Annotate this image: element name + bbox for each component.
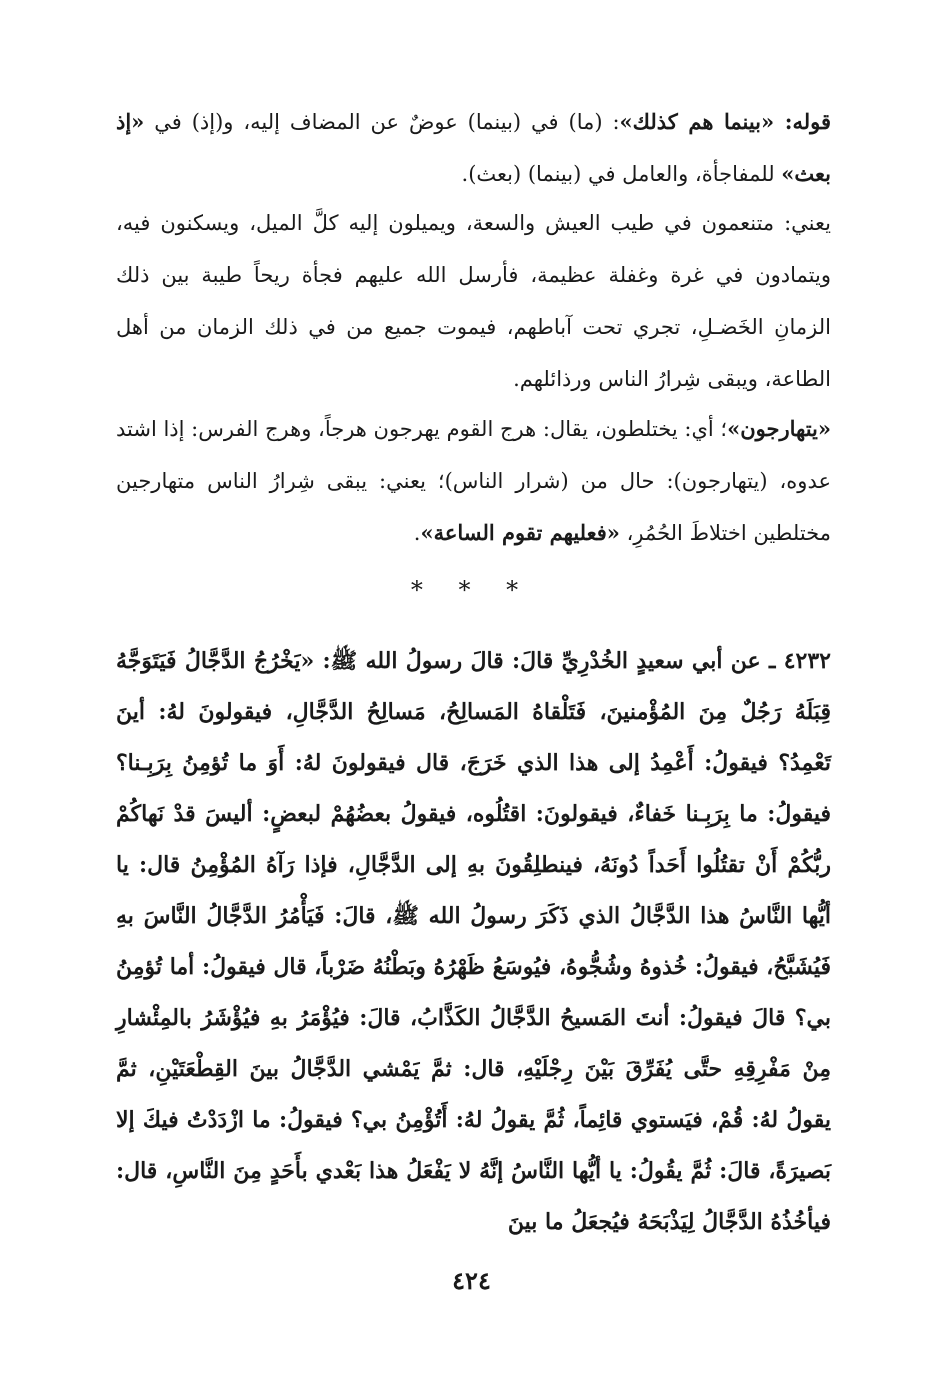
hadith-text: ٤٢٣٢ ـ عن أبي سعيدٍ الخُدْرِيِّ قالَ: قالَ رسولُ الله ﷺ: «يَخْرُجُ الدَّجَّالُ فَيَتَوَجَّهُ قِبَلَهُ رَجُلٌ مِنَ المُؤْمنينَ، فَتَلْقاهُ المَسالِحُ، مَسالِحُ الدَّجَّالِ، فيقولونَ لهُ: أينَ تَعْمِدُ؟ فيقولُ: أَعْمِدُ إلى هذا الذي خَرَجَ، قال فيقولونَ لهُ: أَوَ ما تُؤمِنُ بِرَبِـنا؟ فيقولُ: ما بِرَبِـنا خَفاءٌ، فيقولونَ: اقتُلُوه، فيقولُ بعضُهُمْ لبعضٍ: أليسَ قدْ نَهاكُمْ ربُّكُمْ أَنْ تقتُلُوا أَحَداً دُونَهُ، فينطلِقُونَ بهِ إلى الدَّجَّالِ، فإذا رَآهُ المُؤْمِنُ قال: يا أيُّها النَّاسُ هذا الدَّجَّالُ الذي ذَكَرَ رسولُ الله ﷺ، قالَ: فَيَأْمُرُ الدَّجَّالُ النَّاسَ بهِ فَيُشَبَّحُ، فيقولُ: خُذوهُ وشُجُّوهُ، فيُوسَعُ ظَهْرُهُ وبَطْنُهُ ضَرْباً، قال فيقولُ: أما تُؤمِنُ بي؟ قالَ فيقولُ: أنتَ المَسيحُ الدَّجَّالُ الكَذَّابُ، قالَ: فيُؤْمَرُ بهِ فيُؤْشَرُ بالمِئْشارِ مِنْ مَفْرِقِهِ حتَّى يُفَرِّقَ بَيْنَ رِجْلَيْهِ، قال: ثمَّ يَمْشي الدَّجَّالُ بينَ القِطْعَتَيْنِ، ثمَّ يقولُ لهُ: قُمْ، فيَستوي قائِماً، ثُمَّ يقولُ لهُ: أَتُؤْمِنُ بي؟ فيقولُ: ما ازْدَدْتُ فيكَ إلا بَصيرَةً، قالَ: ثُمَّ يقُولُ: يا أيُّها النَّاسُ إنَّهُ لا يَفْعَلُ هذا بَعْدي بأَحَدٍ مِنَ النَّاسِ، قال: فيأخُذُهُ الدَّجَّالُ لِيَذْبَحَهُ فيُجعَلُ ما بينَ	[116, 648, 831, 1235]
commentary-paragraph-2	[116, 197, 831, 405]
segment: قوله:	[774, 109, 831, 134]
commentary-paragraph-1	[116, 96, 831, 200]
segment: : (ما) في (بينما) عوضٌ عن المضاف إليه، و(إذ) في	[144, 110, 620, 134]
hadith-4232	[116, 636, 831, 1248]
segment: .	[413, 521, 421, 545]
commentary-paragraph-3	[116, 403, 831, 559]
segment: ؛ أي: يختلطون، يقال: هرج القوم يهرجون هرجاً، وهرج الفرس: إذا اشتد عدوه، (يتهارجون): حال من (شرار الناس)؛ يعني: يبقى شِرارُ الناس متهارجين مختلطين اختلاطَ الحُمُرِ،	[116, 417, 831, 545]
segment: «إذ بعث»	[116, 109, 831, 186]
segment: «فعليهم تقوم الساعة»	[420, 520, 620, 545]
segment: للمفاجأة، والعامل في (بينما) (بعث).	[461, 162, 782, 186]
section-divider: * * *	[410, 576, 533, 604]
page-number: ٤٢٤	[452, 1266, 491, 1295]
segment: «بينما هم كذلك»	[619, 109, 775, 134]
segment: يعني: متنعمون في طيب العيش والسعة، ويميلون إليه كلَّ الميل، ويسكنون فيه، ويتمادون في غرة وغفلة عظيمة، فأرسل الله عليهم فجأة ريحاً طيبة بين ذلك الزمانِ الخَضـلِ، تجري تحت آباطهم، فيموت جميع من في ذلك الزمان من أهل الطاعة، ويبقى شِرارُ الناس ورذائلهم.	[116, 211, 831, 391]
segment: «يتهارجون»	[727, 416, 831, 441]
